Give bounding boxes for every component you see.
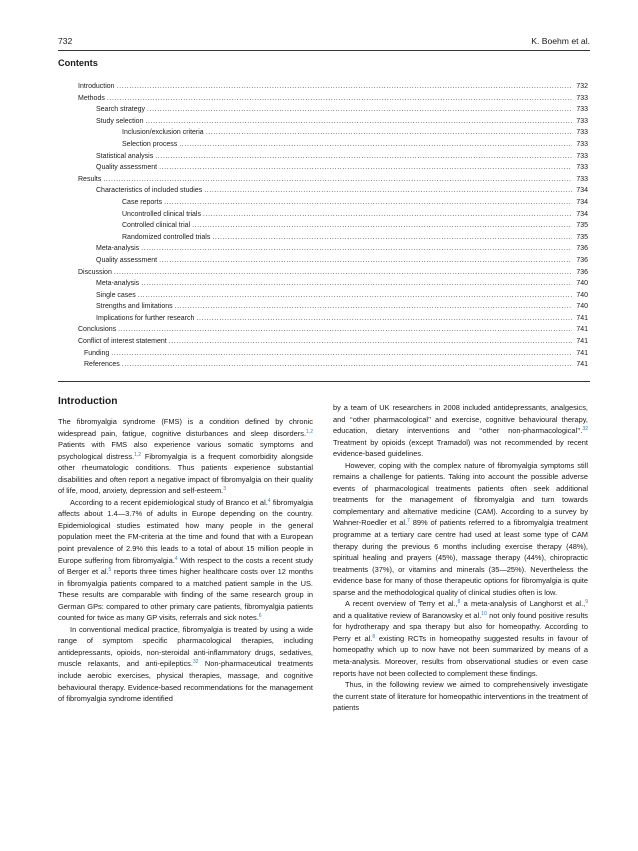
toc-entry-title: Quality assessment <box>96 164 158 172</box>
toc-leader-dots <box>141 278 572 290</box>
toc-entry-title: Methods <box>78 94 105 102</box>
toc-leader-dots <box>196 313 572 325</box>
toc-entry-page: 736 <box>576 268 588 276</box>
body-paragraph: According to a recent epidemiological study of Branco et al.$^4$ fibromyalgia affects about 1.4—3.7% of adults in Europe depending on the country. Epidemiological studies estimated how many people in the general population meet the FM-criteria at the time and found that with a European point prevalence of 2.9% this leads to a total of about 15 million people in Europe suffering from fibromyalgia.$^4$ With respect to the costs a recent study of Berger et al.$^5$ reports three times higher healthcare costs over 12 months in fibromyalgia patients compared to a matched patient sample in the US. These results are comparable with finding of the same research group in German GPs: compared to other primary care patients, fibromyalgia patients counted for twice as many GP visits, referrals and sick notes.$^6$ <box>58 497 313 623</box>
toc-entry-page: 736 <box>576 256 588 264</box>
toc-entry[interactable] <box>78 116 588 128</box>
right-column-body <box>333 402 588 714</box>
toc-entry[interactable] <box>78 243 588 255</box>
citation-reference[interactable]: 5 <box>108 567 112 574</box>
toc-leader-dots <box>118 324 572 336</box>
toc-entry-title: References <box>84 361 120 369</box>
citation-reference[interactable]: 10 <box>481 610 487 617</box>
toc-entry[interactable] <box>78 267 588 279</box>
toc-entry[interactable] <box>78 185 588 197</box>
toc-leader-dots <box>164 197 572 209</box>
toc-entry[interactable] <box>78 127 588 139</box>
body-paragraph: The fibromyalgia syndrome (FMS) is a condition defined by chronic widespread pain, fatigue, cognitive disturbances and sleep disorders.$^{1,2}$ Patients with FMS also experience various somatic symptoms and psychological distress.$^{1,2}$ Fibromyalgia is a frequent comorbidity alongside other rheumatologic conditions. Thus patients experience substantial disabilities and often report a negative impact of fibromyalgia on their quality of life, mood, anxiety, depression and self-esteem.$^3$ <box>58 417 313 496</box>
header-rule <box>58 50 590 51</box>
toc-entry[interactable] <box>78 301 588 313</box>
body-paragraph: Thus, in the following review we aimed to comprehensively investigate the current state of literature for homeopathic interventions in the treatment of patients <box>333 680 588 713</box>
toc-entry-title: Conclusions <box>78 326 117 334</box>
toc-entry-title: Discussion <box>78 268 112 276</box>
citation-reference[interactable]: 4 <box>267 497 271 504</box>
toc-entry[interactable] <box>78 162 588 174</box>
toc-leader-dots <box>114 267 572 279</box>
toc-entry-title: Case reports <box>122 198 163 206</box>
toc-leader-dots <box>179 139 572 151</box>
citation-reference[interactable]: 32 <box>582 426 588 433</box>
toc-entry-title: Quality assessment <box>96 256 158 264</box>
toc-entry[interactable] <box>78 81 588 93</box>
toc-entry[interactable] <box>78 359 588 371</box>
toc-leader-dots <box>169 336 572 348</box>
toc-entry[interactable] <box>78 93 588 105</box>
toc-leader-dots <box>192 220 572 232</box>
right-column <box>333 402 588 714</box>
toc-entry-page: 733 <box>576 175 588 183</box>
citation-reference[interactable]: 6 <box>258 613 262 620</box>
toc-leader-dots <box>147 104 572 116</box>
toc-entry-title: Conflict of interest statement <box>78 338 167 346</box>
toc-entry-page: 733 <box>576 94 588 102</box>
toc-leader-dots <box>138 290 572 302</box>
toc-entry-title: Selection process <box>122 140 178 148</box>
toc-leader-dots <box>204 185 572 197</box>
toc-entry-page: 733 <box>576 164 588 172</box>
citation-reference[interactable]: 8 <box>372 633 376 640</box>
toc-entry-page: 736 <box>576 245 588 253</box>
toc-entry-page: 740 <box>576 291 588 299</box>
running-header <box>58 36 590 50</box>
toc-entry-title: Controlled clinical trial <box>122 222 191 230</box>
citation-reference[interactable]: 3 <box>223 486 227 493</box>
toc-entry[interactable] <box>78 336 588 348</box>
toc-entry-page: 740 <box>576 280 588 288</box>
running-authors: K. Boehm et al. <box>531 36 590 46</box>
toc-entry-title: Search strategy <box>96 106 146 114</box>
table-of-contents <box>78 81 588 371</box>
toc-entry-page: 741 <box>576 338 588 346</box>
toc-entry[interactable] <box>78 104 588 116</box>
toc-leader-dots <box>141 243 572 255</box>
toc-leader-dots <box>159 162 572 174</box>
toc-leader-dots <box>145 116 572 128</box>
citation-reference[interactable]: 32 <box>192 659 199 666</box>
toc-entry-title: Results <box>78 175 102 183</box>
toc-entry-title: Randomized controlled trials <box>122 233 211 241</box>
toc-leader-dots <box>175 301 572 313</box>
toc-entry-title: Single cases <box>96 291 136 299</box>
contents-title: Contents <box>58 58 98 68</box>
left-column <box>58 396 313 705</box>
toc-entry-title: Uncontrolled clinical trials <box>122 210 201 218</box>
toc-entry-page: 733 <box>576 117 588 125</box>
toc-entry-page: 741 <box>576 326 588 334</box>
left-column-body <box>58 416 313 705</box>
toc-entry[interactable] <box>78 313 588 325</box>
toc-entry-page: 740 <box>576 303 588 311</box>
toc-leader-dots <box>159 255 572 267</box>
toc-entry[interactable] <box>78 290 588 302</box>
toc-entry-title: Statistical analysis <box>96 152 154 160</box>
toc-entry-title: Introduction <box>78 83 115 90</box>
toc-entry-title: Meta-analysis <box>96 245 140 253</box>
toc-entry[interactable] <box>78 174 588 186</box>
toc-leader-dots <box>107 93 572 105</box>
toc-entry[interactable] <box>78 220 588 232</box>
toc-entry-title: Study selection <box>96 117 144 125</box>
citation-reference[interactable]: 1,2 <box>306 428 313 435</box>
toc-entry-page: 733 <box>576 129 588 137</box>
page-number: 732 <box>58 36 73 46</box>
citation-reference[interactable]: 1,2 <box>134 451 142 458</box>
citation-reference[interactable]: 7 <box>407 518 410 525</box>
citation-reference[interactable]: 9 <box>585 599 589 606</box>
toc-entry-title: Implications for further research <box>96 314 195 322</box>
body-paragraph: In conventional medical practice, fibromyalgia is treated by using a wide range of symptom specific pharmacological therapies, including antidepressants, opioids, non-steroidal anti-inflammatory drugs, sedatives, muscle relaxants, and anti-epileptics.$^{32}$ Non-pharmaceutical treatments include aerobic exercises, physical therapies, massage, and cognitive behavioural therapy. Evidence-based recommendations for the management of fibromyalgia syndrome identified <box>58 624 314 704</box>
toc-entry-page: 734 <box>576 210 588 218</box>
toc-leader-dots <box>203 209 572 221</box>
toc-entry-page: 741 <box>576 361 588 369</box>
toc-leader-dots <box>117 81 572 93</box>
toc-entry[interactable] <box>78 232 588 244</box>
toc-entry[interactable] <box>78 139 588 151</box>
body-paragraph: by a team of UK researchers in 2008 included antidepressants, analgesics, and ‘‘other pharmacological’’ and exercise, cognitive behavioural therapy, education, dietary interventions and ‘‘other non-pharmacological’’.$^{32}$ Treatment by opioids (except Tramadol) was not recommended by recent evidence-based guidelines. <box>333 403 588 459</box>
toc-entry[interactable] <box>78 197 588 209</box>
toc-entry-title: Characteristics of included studies <box>96 187 203 195</box>
toc-entry[interactable] <box>78 151 588 163</box>
toc-entry-page: 733 <box>576 106 588 114</box>
toc-entry-title: Funding <box>84 349 110 357</box>
toc-entry[interactable] <box>78 209 588 221</box>
toc-entry[interactable] <box>78 348 588 360</box>
toc-leader-dots <box>212 232 572 244</box>
toc-entry-page: 734 <box>576 187 588 195</box>
toc-entry[interactable] <box>78 255 588 267</box>
toc-leader-dots <box>103 174 572 186</box>
toc-entry-page: 735 <box>576 222 588 230</box>
toc-entry-title: Strengths and limitations <box>96 303 173 311</box>
toc-leader-dots <box>206 127 572 139</box>
toc-entry-page: 735 <box>576 233 588 241</box>
toc-entry[interactable] <box>78 324 588 336</box>
toc-entry-page: 741 <box>576 314 588 322</box>
toc-leader-dots <box>111 348 572 360</box>
toc-entry-title: Inclusion/exclusion criteria <box>122 129 204 137</box>
toc-entry-title: Meta-analysis <box>96 280 140 288</box>
citation-reference[interactable]: 8 <box>457 599 461 606</box>
body-paragraph: However, coping with the complex nature of fibromyalgia symptoms still remains a challenge for patients. Taking into account the possible adverse events of pharmacological treatments patients often seek additional treatments for the management of fibromyalgia and turn towards complementary and alternative medicine (CAM). According to a survey by Wahner-Roedler et al.$^7$ 89% of patients referred to a fibromyalgia treatment programme at a tertiary care centre had used at least some type of CAM therapy during the previous 6 months including exercise therapy (48%), spiritual healing and prayers (45%), massage therapy (44%), chiropractic treatments (37%), or vitamins and minerals (35—25%). Nevertheless the evidence base for many of those therapeutic options for fibromyalgia is quite sparse and the methodological quality of clinical studies often is low. <box>333 460 588 597</box>
toc-leader-dots <box>122 359 572 371</box>
contents-bottom-rule <box>58 381 590 382</box>
toc-leader-dots <box>155 151 572 163</box>
body-paragraph: A recent overview of Terry et al.,$^8$ a meta-analysis of Langhorst et al.,$^9$ and a qualitative review of Baranowsky et al.$^{10}$ not only found positive results for hydrotherapy and spa therapy but also for homeopathy. According to Perry et al.$^8$ existing RCTs in homeopathy suggested results in favour of homeopathy which up to now have not been summarized by means of a meta-analysis. Moreover, results from observational studies or even case reports have not been collected to complement these findings. <box>333 599 589 678</box>
toc-entry-page: 732 <box>576 83 588 90</box>
toc-entry-page: 733 <box>576 140 588 148</box>
toc-entry-page: 733 <box>576 152 588 160</box>
citation-reference[interactable]: 4 <box>174 555 178 562</box>
toc-entry-page: 734 <box>576 198 588 206</box>
toc-entry-page: 741 <box>576 349 588 357</box>
toc-entry[interactable] <box>78 278 588 290</box>
section-heading-introduction: Introduction <box>58 396 118 407</box>
